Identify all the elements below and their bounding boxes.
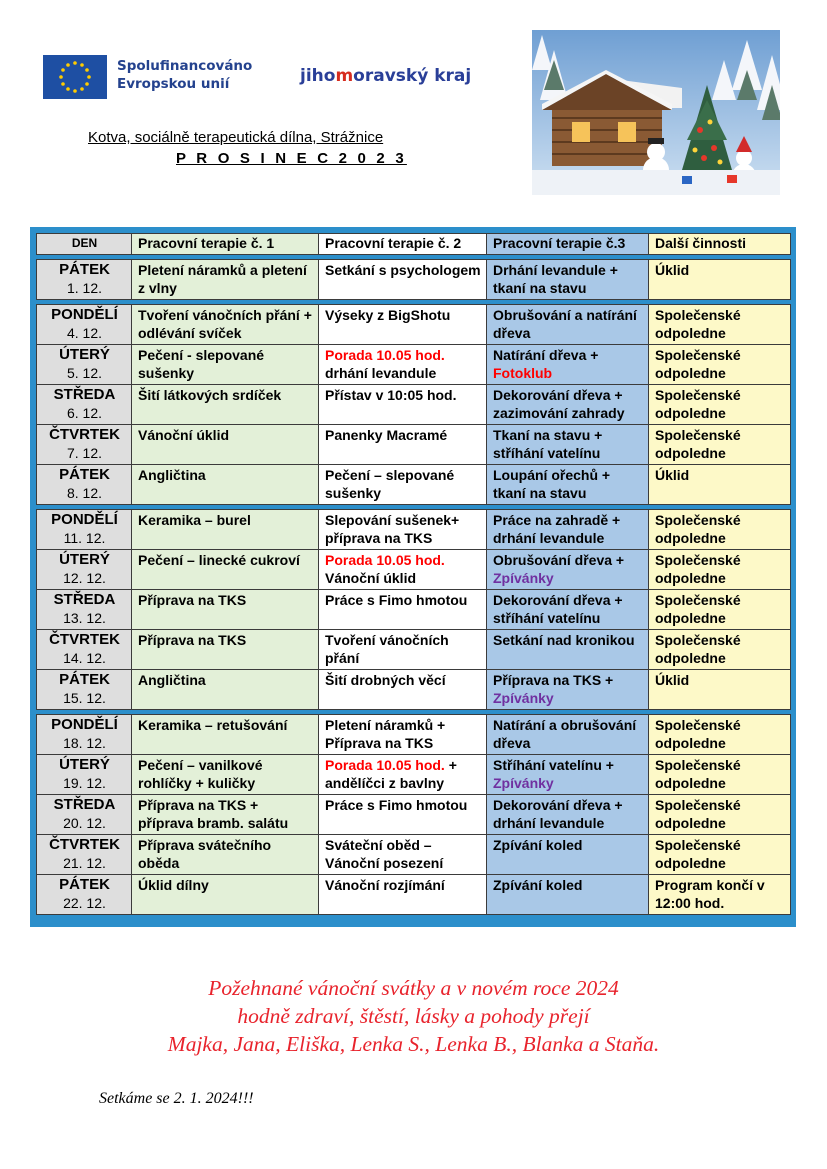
therapy-2-text: drhání levandule <box>325 365 437 381</box>
other-cell: Společenské odpoledne <box>649 755 791 795</box>
region-logo-post: oravský kraj <box>353 66 472 86</box>
day-date: 1. 12. <box>66 280 103 296</box>
day-cell <box>37 875 132 915</box>
wish-line-2: hodně zdraví, štěstí, lásky a pohody přejí <box>237 1004 590 1028</box>
other-cell: Úklid <box>649 260 791 300</box>
therapy-1-cell: Příprava na TKS <box>132 590 319 630</box>
therapy-3-cell: Zpívání koled <box>487 875 649 915</box>
therapy-1-cell: Příprava na TKS + příprava bramb. salátu <box>132 795 319 835</box>
table-row <box>37 345 791 385</box>
eu-line2: Evropskou unií <box>117 76 230 92</box>
table-row <box>37 385 791 425</box>
winter-cabin-photo <box>532 30 780 195</box>
day-date: 6. 12. <box>66 405 103 421</box>
therapy-3-cell: Zpívání koled <box>487 835 649 875</box>
other-cell: Společenské odpoledne <box>649 385 791 425</box>
day-name: STŘEDA <box>53 796 116 813</box>
day-name: PÁTEK <box>59 261 110 278</box>
therapy-1-cell: Tvoření vánočních přání + odlévání svíček <box>132 305 319 345</box>
wish-line-3: Majka, Jana, Eliška, Lenka S., Lenka B., Blanka a Staňa. <box>167 1032 660 1056</box>
therapy-3-cell: Drhání levandule + tkaní na stavu <box>487 260 649 300</box>
next-meeting-note: Setkáme se 2. 1. 2024!!! <box>99 1090 254 1107</box>
day-cell <box>37 795 132 835</box>
therapy-1-cell: Keramika – retušování <box>132 715 319 755</box>
table-row <box>37 670 791 710</box>
other-cell: Společenské odpoledne <box>649 305 791 345</box>
day-cell <box>37 510 132 550</box>
table-row <box>37 715 791 755</box>
singing-note: Zpívánky <box>493 570 554 586</box>
region-logo-mid: m <box>335 66 354 86</box>
therapy-2-cell: Šití drobných věcí <box>319 670 487 710</box>
therapy-3-cell <box>487 345 649 385</box>
therapy-3-cell: Tkaní na stavu + stříhání vatelínu <box>487 425 649 465</box>
day-date: 20. 12. <box>63 815 106 831</box>
therapy-2-text: andělíčci z bavlny <box>325 775 445 791</box>
other-cell: Společenské odpoledne <box>649 835 791 875</box>
therapy-1-cell: Vánoční úklid <box>132 425 319 465</box>
day-cell <box>37 550 132 590</box>
day-cell <box>37 345 132 385</box>
day-name: ČTVRTEK <box>49 836 120 853</box>
day-date: 11. 12. <box>63 530 106 546</box>
therapy-3-cell: Dekorování dřeva + stříhání vatelínu <box>487 590 649 630</box>
other-cell: Společenské odpoledne <box>649 550 791 590</box>
therapy-2-cell: Panenky Macramé <box>319 425 487 465</box>
table-row <box>37 465 791 505</box>
therapy-3-cell: Obrušování a natírání dřeva <box>487 305 649 345</box>
therapy-1-cell: Angličtina <box>132 465 319 505</box>
therapy-3-text: Natírání dřeva + <box>493 347 599 363</box>
therapy-3-cell: Natírání a obrušování dřeva <box>487 715 649 755</box>
therapy-2-cell: Práce s Fimo hmotou <box>319 795 487 835</box>
day-date: 8. 12. <box>66 485 103 501</box>
therapy-3-cell: Dekorování dřeva + drhání levandule <box>487 795 649 835</box>
table-row <box>37 550 791 590</box>
day-name: PONDĚLÍ <box>51 306 118 323</box>
other-cell: Společenské odpoledne <box>649 630 791 670</box>
meeting-note: Porada 10.05 hod. <box>325 552 445 568</box>
meeting-note: Porada 10.05 hod. <box>325 347 445 363</box>
meeting-note: Porada 10.05 hod. <box>325 757 445 773</box>
table-row <box>37 755 791 795</box>
day-date: 4. 12. <box>66 325 103 341</box>
therapy-2-cell <box>319 345 487 385</box>
therapy-3-cell <box>487 755 649 795</box>
therapy-2-cell: Pečení – slepované sušenky <box>319 465 487 505</box>
therapy-3-cell: Setkání nad kronikou <box>487 630 649 670</box>
table-row <box>37 875 791 915</box>
day-cell <box>37 385 132 425</box>
therapy-1-cell: Šití látkových srdíček <box>132 385 319 425</box>
day-cell <box>37 425 132 465</box>
therapy-2-cell <box>319 550 487 590</box>
other-cell: Společenské odpoledne <box>649 795 791 835</box>
day-date: 18. 12. <box>63 735 106 751</box>
header-therapy-3: Pracovní terapie č.3 <box>487 234 649 255</box>
other-cell: Společenské odpoledne <box>649 510 791 550</box>
therapy-2-cell: Slepování sušenek+ příprava na TKS <box>319 510 487 550</box>
therapy-2-text: Vánoční úklid <box>325 570 417 586</box>
day-cell <box>37 755 132 795</box>
day-date: 13. 12. <box>63 610 106 626</box>
therapy-3-cell <box>487 670 649 710</box>
day-name: ÚTERÝ <box>59 346 110 363</box>
therapy-3-cell: Práce na zahradě + drhání levandule <box>487 510 649 550</box>
therapy-1-cell: Příprava na TKS <box>132 630 319 670</box>
region-logo-pre: jiho <box>300 66 336 86</box>
therapy-2-cell: Setkání s psychologem <box>319 260 487 300</box>
other-cell: Společenské odpoledne <box>649 425 791 465</box>
wish-line-1: Požehnané vánoční svátky a v novém roce 2024 <box>208 976 619 1000</box>
day-date: 19. 12. <box>63 775 106 791</box>
header-other: Další činnosti <box>649 234 791 255</box>
day-name: ÚTERÝ <box>59 756 110 773</box>
table-row <box>37 425 791 465</box>
day-name: PÁTEK <box>59 466 110 483</box>
therapy-1-cell: Pečení - slepované sušenky <box>132 345 319 385</box>
day-name: ÚTERÝ <box>59 551 110 568</box>
christmas-wishes <box>0 974 827 1058</box>
table-row <box>37 795 791 835</box>
table-row <box>37 590 791 630</box>
other-cell: Společenské odpoledne <box>649 715 791 755</box>
day-date: 21. 12. <box>63 855 106 871</box>
day-date: 5. 12. <box>66 365 103 381</box>
therapy-3-cell: Dekorování dřeva + zazimování zahrady <box>487 385 649 425</box>
therapy-3-text: Stříhání vatelínu + <box>493 757 614 773</box>
therapy-3-text: Obrušování dřeva + <box>493 552 625 568</box>
header-therapy-2: Pracovní terapie č. 2 <box>319 234 487 255</box>
therapy-1-cell: Angličtina <box>132 670 319 710</box>
table-row <box>37 305 791 345</box>
therapy-3-cell: Loupání ořechů + tkaní na stavu <box>487 465 649 505</box>
therapy-1-cell: Příprava svátečního oběda <box>132 835 319 875</box>
header-day: DEN <box>37 234 132 255</box>
day-name: ČTVRTEK <box>49 426 120 443</box>
schedule-table <box>36 233 791 915</box>
day-name: PONDĚLÍ <box>51 716 118 733</box>
table-row <box>37 510 791 550</box>
eu-flag-icon <box>43 55 107 99</box>
day-cell <box>37 465 132 505</box>
day-name: PÁTEK <box>59 671 110 688</box>
other-cell: Program končí v 12:00 hod. <box>649 875 791 915</box>
day-date: 15. 12. <box>63 690 106 706</box>
photo-club-note: Fotoklub <box>493 365 553 381</box>
therapy-2-cell: Výseky z BigShotu <box>319 305 487 345</box>
table-row <box>37 260 791 300</box>
therapy-1-cell: Keramika – burel <box>132 510 319 550</box>
day-cell <box>37 630 132 670</box>
therapy-2-cell: Pletení náramků + Příprava na TKS <box>319 715 487 755</box>
table-row <box>37 630 791 670</box>
therapy-2-cell: Práce s Fimo hmotou <box>319 590 487 630</box>
therapy-2-cell: Přístav v 10:05 hod. <box>319 385 487 425</box>
region-logo <box>300 66 471 86</box>
day-date: 7. 12. <box>66 445 103 461</box>
day-date: 22. 12. <box>63 895 106 911</box>
other-cell: Úklid <box>649 465 791 505</box>
day-name: STŘEDA <box>53 386 116 403</box>
therapy-1-cell: Pečení – linecké cukroví <box>132 550 319 590</box>
singing-note: Zpívánky <box>493 775 554 791</box>
day-cell <box>37 590 132 630</box>
day-name: STŘEDA <box>53 591 116 608</box>
day-name: ČTVRTEK <box>49 631 120 648</box>
other-cell: Úklid <box>649 670 791 710</box>
therapy-3-cell <box>487 550 649 590</box>
day-date: 12. 12. <box>63 570 106 586</box>
other-cell: Společenské odpoledne <box>649 590 791 630</box>
day-cell <box>37 305 132 345</box>
schedule-table-frame <box>30 227 796 927</box>
therapy-1-cell: Úklid dílny <box>132 875 319 915</box>
day-cell <box>37 260 132 300</box>
header-therapy-1: Pracovní terapie č. 1 <box>132 234 319 255</box>
therapy-2-cell: Sváteční oběd – Vánoční posezení <box>319 835 487 875</box>
page-subtitle: Kotva, sociálně terapeutická dílna, Strážnice <box>88 129 384 146</box>
day-date: 14. 12. <box>63 650 106 666</box>
eu-cofinanced-logo-text <box>117 57 252 93</box>
therapy-2-cell: Tvoření vánočních přání <box>319 630 487 670</box>
page-title: P R O S I N E C 2 0 2 3 <box>176 150 407 167</box>
day-cell <box>37 835 132 875</box>
eu-line1: Spolufinancováno <box>117 58 253 74</box>
plus-sign: + <box>444 757 457 773</box>
therapy-2-cell: Vánoční rozjímání <box>319 875 487 915</box>
therapy-2-cell <box>319 755 487 795</box>
day-cell <box>37 715 132 755</box>
table-header-row <box>37 234 791 255</box>
day-name: PONDĚLÍ <box>51 511 118 528</box>
therapy-1-cell: Pletení náramků a pletení z vlny <box>132 260 319 300</box>
day-name: PÁTEK <box>59 876 110 893</box>
singing-note: Zpívánky <box>493 690 554 706</box>
other-cell: Společenské odpoledne <box>649 345 791 385</box>
therapy-3-text: Příprava na TKS + <box>493 672 614 688</box>
day-cell <box>37 670 132 710</box>
therapy-1-cell: Pečení – vanilkové rohlíčky + kuličky <box>132 755 319 795</box>
table-row <box>37 835 791 875</box>
